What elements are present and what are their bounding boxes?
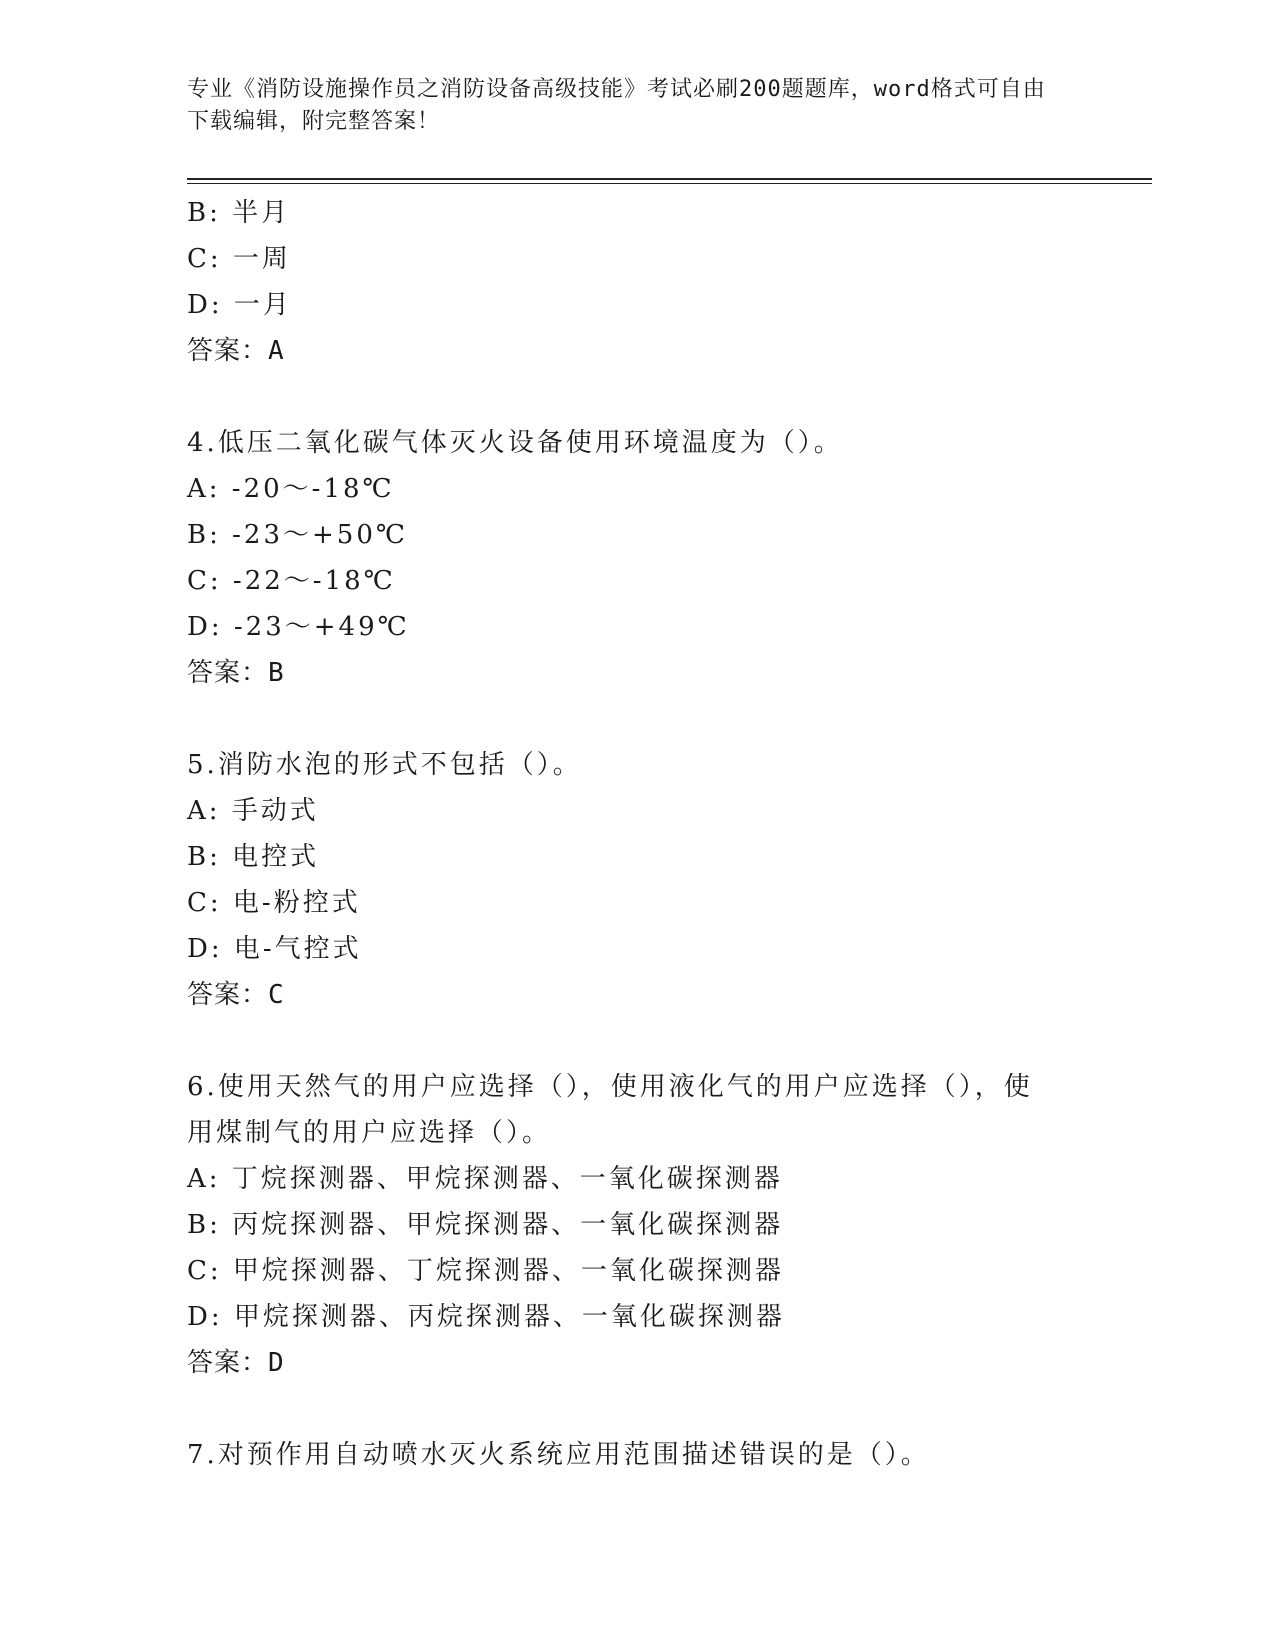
option-b: B: -23～+50℃ xyxy=(187,520,408,550)
option-a: A: 丁烷探测器、甲烷探测器、一氧化碳探测器 xyxy=(187,1164,783,1194)
answer-line: 答案：B xyxy=(187,658,285,688)
question-stem: 7.对预作用自动喷水灭火系统应用范围描述错误的是（）。 xyxy=(187,1440,930,1470)
option-a: A: 手动式 xyxy=(187,796,319,826)
option-c: C: 一周 xyxy=(187,244,291,274)
question-block-5 xyxy=(187,742,1087,1018)
option-b: B: 电控式 xyxy=(187,842,320,872)
answer-line: 答案：D xyxy=(187,1348,285,1378)
option-d: D: -23～+49℃ xyxy=(187,612,410,642)
question-block-6 xyxy=(187,1064,1087,1386)
document-header: 专业《消防设施操作员之消防设备高级技能》考试必刷200题题库，word格式可自由下载编辑，附完整答案！ xyxy=(187,77,1046,134)
option-a: A: -20～-18℃ xyxy=(187,474,395,504)
question-block-7 xyxy=(187,1432,1087,1478)
option-d: D: 电-气控式 xyxy=(187,934,362,964)
question-stem: 6.使用天然气的用户应选择（），使用液化气的用户应选择（），使用煤制气的用户应选择（）。 xyxy=(187,1072,1033,1148)
option-c: C: 电-粉控式 xyxy=(187,888,361,918)
question-block-3 xyxy=(187,190,1087,374)
option-c: C: 甲烷探测器、丁烷探测器、一氧化碳探测器 xyxy=(187,1256,784,1286)
question-stem: 4.低压二氧化碳气体灭火设备使用环境温度为（）。 xyxy=(187,428,843,458)
question-stem: 5.消防水泡的形式不包括（）。 xyxy=(187,750,582,780)
option-d: D: 一月 xyxy=(187,290,292,320)
option-b: B: 丙烷探测器、甲烷探测器、一氧化碳探测器 xyxy=(187,1210,784,1240)
question-block-4 xyxy=(187,420,1087,696)
answer-line: 答案：A xyxy=(187,336,285,366)
spacer xyxy=(187,1018,1087,1064)
answer-line: 答案：C xyxy=(187,980,285,1010)
option-c: C: -22～-18℃ xyxy=(187,566,396,596)
option-d: D: 甲烷探测器、丙烷探测器、一氧化碳探测器 xyxy=(187,1302,785,1332)
option-b: B: 半月 xyxy=(187,198,291,228)
header-divider xyxy=(187,178,1152,184)
spacer xyxy=(187,1386,1087,1432)
spacer xyxy=(187,374,1087,420)
question-list xyxy=(187,190,1087,1478)
spacer xyxy=(187,696,1087,742)
